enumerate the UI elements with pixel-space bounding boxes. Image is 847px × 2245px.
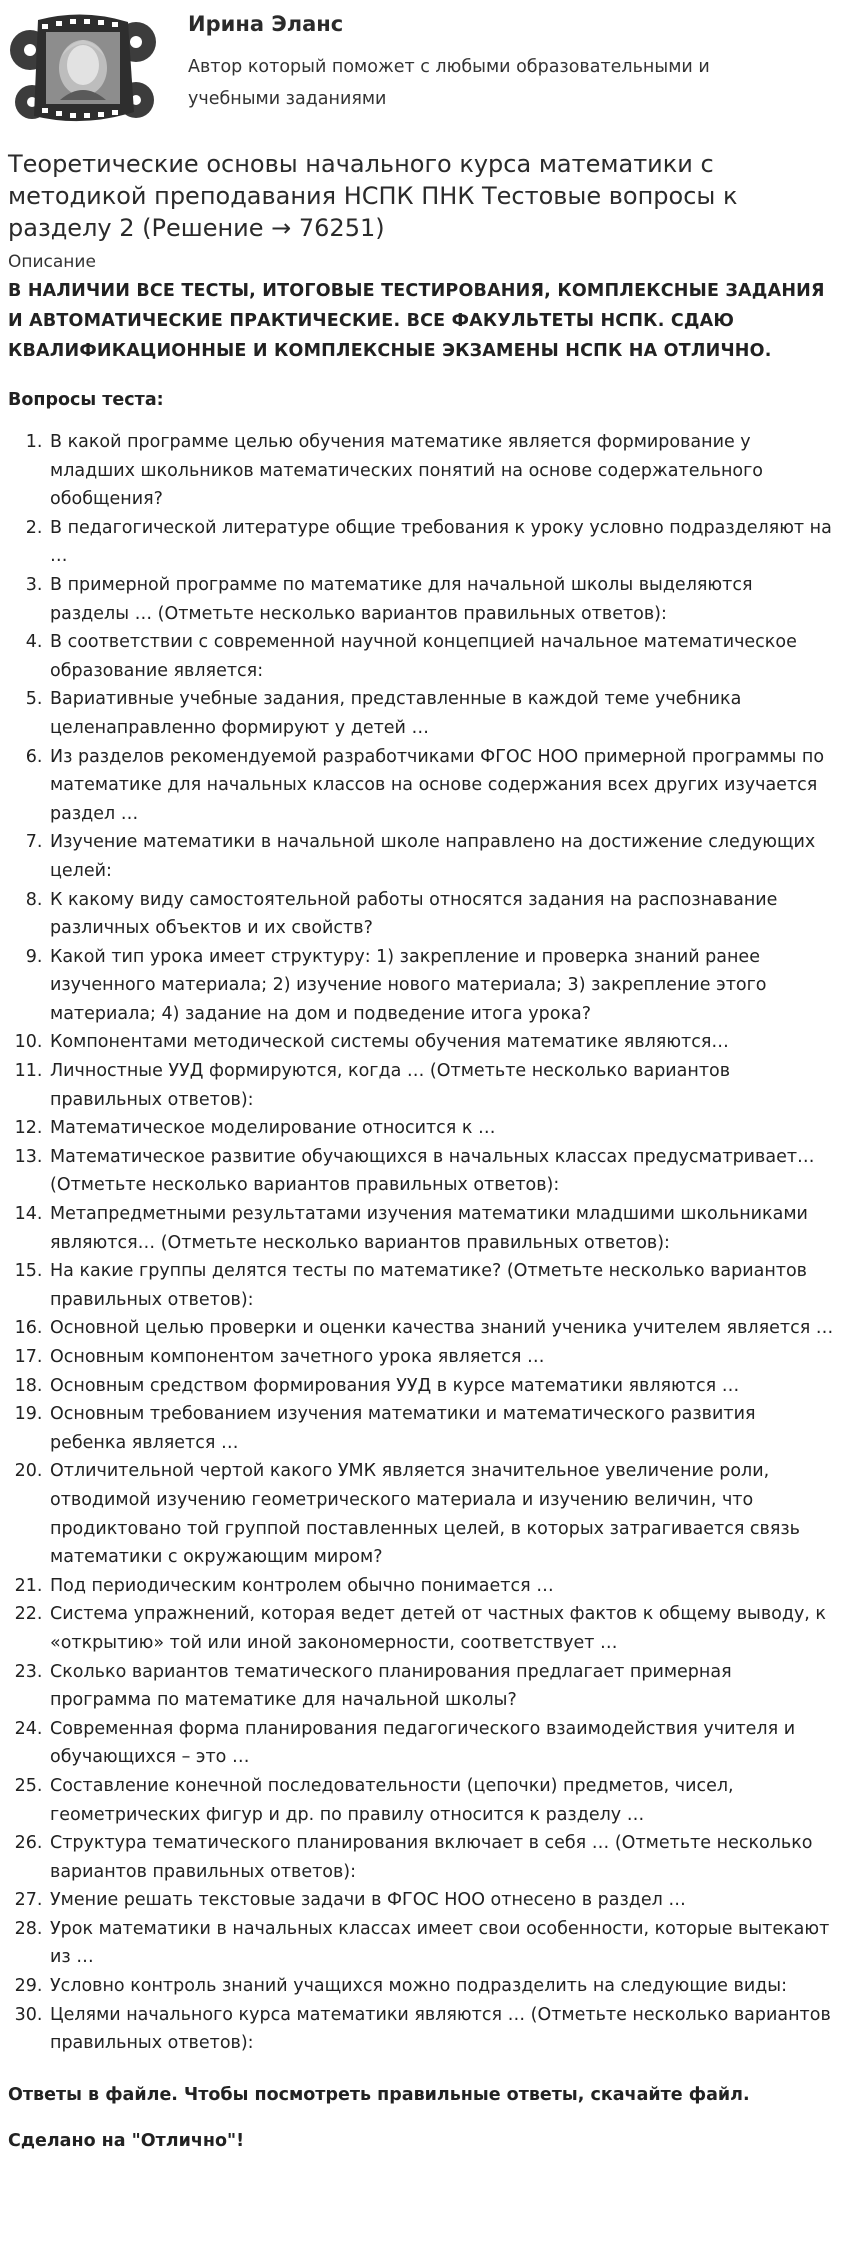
question-item: 11. Личностные УУД формируются, когда … (Отметьте несколько вариантов правильных ответов):	[48, 1057, 837, 1114]
avatar-film-frame-icon	[8, 10, 158, 128]
question-item: 2. В педагогической литературе общие требования к уроку условно подразделяют на …	[48, 514, 837, 571]
question-item: 7. Изучение математики в начальной школе направлено на достижение следующих целей:	[48, 828, 837, 885]
avatar[interactable]	[8, 10, 158, 128]
question-item: 8. К какому виду самостоятельной работы относятся задания на распознавание различных объектов и их свойств?	[48, 886, 837, 943]
question-item: 29. Условно контроль знаний учащихся можно подразделить на следующие виды:	[48, 1972, 837, 2001]
question-item: 24. Современная форма планирования педагогического взаимодействия учителя и обучающихся – это …	[48, 1715, 837, 1772]
question-item: 6. Из разделов рекомендуемой разработчиками ФГОС НОО примерной программы по математике для начальных классов на основе содержания всех других изучается раздел …	[48, 743, 837, 829]
author-card	[8, 0, 837, 138]
question-item: 19. Основным требованием изучения математики и математического развития ребенка является …	[48, 1400, 837, 1457]
question-item: 25. Составление конечной последовательности (цепочки) предметов, чисел, геометрических фигур и др. по правилу относится к разделу …	[48, 1772, 837, 1829]
question-item: 23. Сколько вариантов тематического планирования предлагает примерная программа по математике для начальной школы?	[48, 1658, 837, 1715]
author-description: Автор который поможет с любыми образовательными и учебными заданиями	[188, 57, 710, 110]
question-item: 22. Система упражнений, которая ведет детей от частных фактов к общему выводу, к «открытию» той или иной закономерности, соответствует …	[48, 1600, 837, 1657]
question-item: 14. Метапредметными результатами изучения математики младшими школьниками являются… (Отметьте несколько вариантов правильных ответов):	[48, 1200, 837, 1257]
question-item: 12. Математическое моделирование относится к …	[48, 1114, 837, 1143]
questions-heading: Вопросы теста:	[8, 390, 164, 410]
question-item: 13. Математическое развитие обучающихся в начальных классах предусматривает… (Отметьте несколько вариантов правильных ответов):	[48, 1143, 837, 1200]
author-name[interactable]: Ирина Эланс	[188, 12, 344, 36]
question-item: 15. На какие группы делятся тесты по математике? (Отметьте несколько вариантов правильных ответов):	[48, 1257, 837, 1314]
question-item: 5. Вариативные учебные задания, представленные в каждой теме учебника целенаправленно формируют у детей …	[48, 685, 837, 742]
author-info	[188, 0, 788, 115]
question-item: 27. Умение решать текстовые задачи в ФГОС НОО отнесено в раздел …	[48, 1886, 837, 1915]
question-item: 16. Основной целью проверки и оценки качества знаний ученика учителем является …	[48, 1314, 837, 1343]
question-item: 4. В соответствии с современной научной концепцией начальное математическое образование является:	[48, 628, 837, 685]
question-item: 28. Урок математики в начальных классах имеет свои особенности, которые вытекают из …	[48, 1915, 837, 1972]
description-label: Описание	[8, 252, 96, 272]
question-item: 10. Компонентами методической системы обучения математике являются…	[48, 1028, 837, 1057]
promo-text: В НАЛИЧИИ ВСЕ ТЕСТЫ, ИТОГОВЫЕ ТЕСТИРОВАНИЯ, КОМПЛЕКСНЫЕ ЗАДАНИЯ И АВТОМАТИЧЕСКИЕ ПРАКТИЧЕСКИЕ. ВСЕ ФАКУЛЬТЕТЫ НСПК. СДАЮ КВАЛИФИКАЦИОННЫЕ И КОМПЛЕКСНЫЕ ЭКЗАМЕНЫ НСПК НА ОТЛИЧНО.	[8, 281, 825, 361]
question-item: 21. Под периодическим контролем обычно понимается …	[48, 1572, 837, 1601]
question-item: 3. В примерной программе по математике для начальной школы выделяются разделы … (Отметьте несколько вариантов правильных ответов):	[48, 571, 837, 628]
question-item: 17. Основным компонентом зачетного урока является …	[48, 1343, 837, 1372]
grade-note: Сделано на "Отлично"!	[8, 2130, 245, 2151]
answers-note: Ответы в файле. Чтобы посмотреть правильные ответы, скачайте файл.	[8, 2084, 750, 2105]
question-item: 26. Структура тематического планирования включает в себя … (Отметьте несколько вариантов правильных ответов):	[48, 1829, 837, 1886]
question-item: 20. Отличительной чертой какого УМК является значительное увеличение роли, отводимой изучению геометрического материала и изучению величин, что продиктовано той группой поставленных целей, в которых затрагивается связь математики с окружающим миром?	[48, 1457, 837, 1571]
question-item: 30. Целями начального курса математики являются … (Отметьте несколько вариантов правильных ответов):	[48, 2001, 837, 2058]
question-item: 9. Какой тип урока имеет структуру: 1) закрепление и проверка знаний ранее изученного материала; 2) изучение нового материала; 3) закрепление этого материала; 4) задание на дом и подведение итога урока?	[48, 943, 837, 1029]
question-item: 1. В какой программе целью обучения математике является формирование у младших школьников математических понятий на основе содержательного обобщения?	[48, 428, 837, 514]
questions-list	[8, 428, 837, 2058]
question-item: 18. Основным средством формирования УУД в курсе математики являются …	[48, 1372, 837, 1401]
page-title: Теоретические основы начального курса математики с методикой преподавания НСПК ПНК Тестовые вопросы к разделу 2 (Решение → 76251)	[8, 150, 738, 242]
